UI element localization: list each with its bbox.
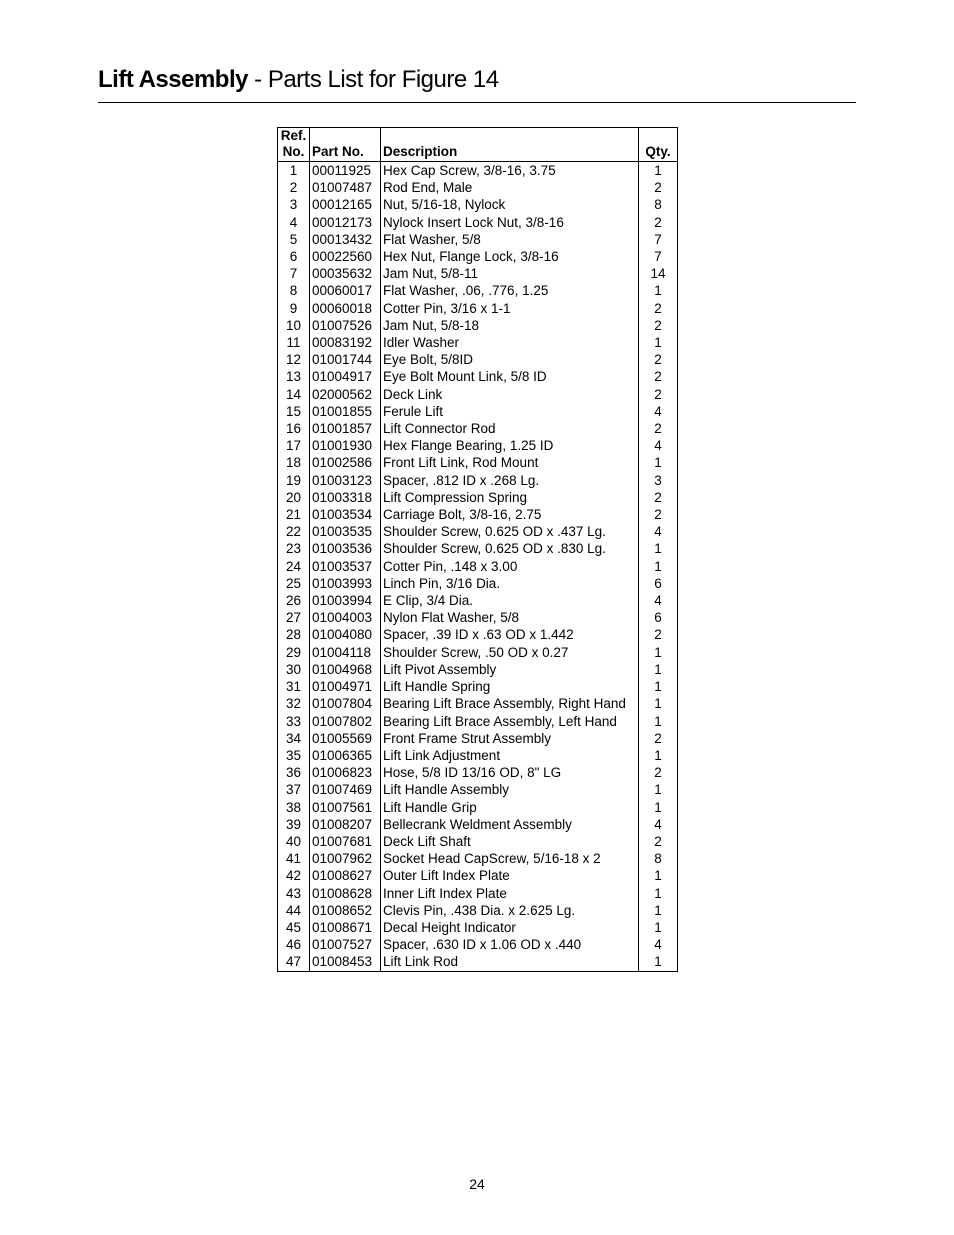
- qty-cell: 1: [654, 283, 662, 299]
- ref-no-cell: 16: [278, 420, 310, 437]
- description-cell: Outer Lift Index Plate: [381, 867, 639, 884]
- description-cell: Jam Nut, 5/8-18: [381, 317, 639, 334]
- description-cell: Nylon Flat Washer, 5/8: [381, 609, 639, 626]
- qty-cell: 1: [654, 558, 662, 574]
- description-cell: Lift Handle Spring: [381, 678, 639, 695]
- table-row: [278, 799, 678, 816]
- part-no-cell: 01003994: [310, 592, 381, 609]
- description-cell: Bearing Lift Brace Assembly, Left Hand: [381, 713, 639, 730]
- table-row: [278, 420, 678, 437]
- part-no-cell: 00022560: [310, 248, 381, 265]
- ref-no-cell: 39: [278, 816, 310, 833]
- part-no-cell: 01008453: [310, 953, 381, 971]
- qty-cell: 1: [654, 335, 662, 351]
- qty-cell: 1: [654, 868, 662, 884]
- part-no-cell: 00060017: [310, 282, 381, 299]
- table-row: [278, 730, 678, 747]
- qty-cell: 7: [654, 231, 662, 247]
- ref-no-cell: 32: [278, 695, 310, 712]
- qty-cell: 1: [654, 799, 662, 815]
- qty-cell: 1: [654, 541, 662, 557]
- description-cell: Cotter Pin, 3/16 x 1-1: [381, 300, 639, 317]
- table-row: [278, 678, 678, 695]
- part-no-cell: 01003537: [310, 558, 381, 575]
- qty-cell: 2: [654, 489, 662, 505]
- table-row: [278, 489, 678, 506]
- description-cell: Bearing Lift Brace Assembly, Right Hand: [381, 695, 639, 712]
- description-cell: Linch Pin, 3/16 Dia.: [381, 575, 639, 592]
- ref-no-cell: 5: [278, 231, 310, 248]
- description-cell: Clevis Pin, .438 Dia. x 2.625 Lg.: [381, 902, 639, 919]
- qty-cell: 1: [654, 696, 662, 712]
- ref-no-cell: 21: [278, 506, 310, 523]
- qty-cell: 4: [654, 403, 662, 419]
- ref-no-cell: 20: [278, 489, 310, 506]
- qty-cell: 2: [654, 214, 662, 230]
- part-no-cell: 01004971: [310, 678, 381, 695]
- table-row: [278, 575, 678, 592]
- ref-no-cell: 18: [278, 454, 310, 471]
- part-no-cell: 00013432: [310, 231, 381, 248]
- table-row: [278, 902, 678, 919]
- ref-no-cell: 9: [278, 300, 310, 317]
- qty-cell: 7: [654, 249, 662, 265]
- part-no-cell: 01007804: [310, 695, 381, 712]
- description-cell: Shoulder Screw, 0.625 OD x .830 Lg.: [381, 540, 639, 557]
- description-cell: Lift Handle Grip: [381, 799, 639, 816]
- description-cell: Front Frame Strut Assembly: [381, 730, 639, 747]
- ref-no-cell: 46: [278, 936, 310, 953]
- description-cell: Bellecrank Weldment Assembly: [381, 816, 639, 833]
- ref-no-cell: 15: [278, 403, 310, 420]
- part-no-cell: 01007469: [310, 781, 381, 798]
- qty-cell: 2: [654, 300, 662, 316]
- qty-cell: 3: [654, 472, 662, 488]
- qty-cell: 4: [654, 524, 662, 540]
- page-number: 24: [469, 1176, 485, 1192]
- part-no-cell: 01003123: [310, 472, 381, 489]
- table-row: [278, 540, 678, 557]
- ref-no-cell: 45: [278, 919, 310, 936]
- table-row: [278, 867, 678, 884]
- description-cell: Nylock Insert Lock Nut, 3/8-16: [381, 214, 639, 231]
- ref-no-cell: 35: [278, 747, 310, 764]
- part-no-cell: 01004917: [310, 368, 381, 385]
- description-cell: Hose, 5/8 ID 13/16 OD, 8" LG: [381, 764, 639, 781]
- table-row: [278, 644, 678, 661]
- table-row: [278, 695, 678, 712]
- qty-cell: 14: [650, 266, 666, 282]
- ref-no-cell: 41: [278, 850, 310, 867]
- page-title: [98, 66, 499, 94]
- table-row: [278, 472, 678, 489]
- ref-no-cell: 29: [278, 644, 310, 661]
- part-no-cell: 01007681: [310, 833, 381, 850]
- ref-no-cell: 42: [278, 867, 310, 884]
- ref-no-cell: 40: [278, 833, 310, 850]
- qty-cell: 8: [654, 851, 662, 867]
- table-row: [278, 196, 678, 213]
- qty-cell: 2: [654, 833, 662, 849]
- part-no-cell: 01008627: [310, 867, 381, 884]
- ref-no-cell: 36: [278, 764, 310, 781]
- part-no-cell: 01008671: [310, 919, 381, 936]
- table-row: [278, 936, 678, 953]
- qty-cell: 1: [654, 902, 662, 918]
- table-row: [278, 248, 678, 265]
- ref-no-cell: 1: [278, 162, 310, 180]
- ref-no-cell: 4: [278, 214, 310, 231]
- description-cell: Carriage Bolt, 3/8-16, 2.75: [381, 506, 639, 523]
- ref-no-cell: 34: [278, 730, 310, 747]
- description-cell: Nut, 5/16-18, Nylock: [381, 196, 639, 213]
- ref-no-cell: 2: [278, 179, 310, 196]
- description-cell: Hex Flange Bearing, 1.25 ID: [381, 437, 639, 454]
- table-row: [278, 661, 678, 678]
- part-no-cell: 01002586: [310, 454, 381, 471]
- ref-no-cell: 17: [278, 437, 310, 454]
- description-cell: Lift Handle Assembly: [381, 781, 639, 798]
- description-cell: Hex Nut, Flange Lock, 3/8-16: [381, 248, 639, 265]
- description-cell: Spacer, .630 ID x 1.06 OD x .440: [381, 936, 639, 953]
- part-no-cell: 01003534: [310, 506, 381, 523]
- part-no-cell: 00012165: [310, 196, 381, 213]
- part-no-cell: 01004118: [310, 644, 381, 661]
- table-row: [278, 282, 678, 299]
- qty-cell: 1: [654, 679, 662, 695]
- table-row: [278, 231, 678, 248]
- table-row: [278, 214, 678, 231]
- ref-no-cell: 44: [278, 902, 310, 919]
- description-cell: Socket Head CapScrew, 5/16-18 x 2: [381, 850, 639, 867]
- part-no-cell: 00083192: [310, 334, 381, 351]
- ref-no-cell: 6: [278, 248, 310, 265]
- table-row: [278, 919, 678, 936]
- ref-no-cell: 33: [278, 713, 310, 730]
- table-row: [278, 506, 678, 523]
- part-no-cell: 01007526: [310, 317, 381, 334]
- table-row: [278, 523, 678, 540]
- part-no-cell: 01007527: [310, 936, 381, 953]
- page-title-rest: - Parts List for Figure 14: [247, 66, 499, 93]
- table-row: [278, 179, 678, 196]
- qty-cell: 4: [654, 816, 662, 832]
- column-header-ref-no: [278, 128, 310, 162]
- part-no-cell: 01001744: [310, 351, 381, 368]
- ref-no-cell: 27: [278, 609, 310, 626]
- ref-no-cell: 25: [278, 575, 310, 592]
- part-no-cell: 01005569: [310, 730, 381, 747]
- table-row: [278, 437, 678, 454]
- ref-no-cell: 38: [278, 799, 310, 816]
- description-cell: Jam Nut, 5/8-11: [381, 265, 639, 282]
- qty-cell: 2: [654, 765, 662, 781]
- table-row: [278, 781, 678, 798]
- part-no-cell: 01003535: [310, 523, 381, 540]
- table-row: [278, 953, 678, 971]
- qty-cell: 6: [654, 575, 662, 591]
- part-no-cell: 01001855: [310, 403, 381, 420]
- parts-list-table: [277, 127, 678, 972]
- column-header-ref-line2: No.: [282, 144, 305, 159]
- ref-no-cell: 30: [278, 661, 310, 678]
- qty-cell: 1: [654, 661, 662, 677]
- part-no-cell: 01001857: [310, 420, 381, 437]
- qty-cell: 4: [654, 937, 662, 953]
- qty-cell: 2: [654, 317, 662, 333]
- qty-cell: 6: [654, 610, 662, 626]
- column-header-description: Description: [381, 128, 639, 162]
- table-row: [278, 265, 678, 282]
- qty-cell: 2: [654, 730, 662, 746]
- table-row: [278, 626, 678, 643]
- ref-no-cell: 28: [278, 626, 310, 643]
- qty-cell: 2: [654, 507, 662, 523]
- ref-no-cell: 22: [278, 523, 310, 540]
- qty-cell: 2: [654, 627, 662, 643]
- part-no-cell: 01007962: [310, 850, 381, 867]
- ref-no-cell: 7: [278, 265, 310, 282]
- part-no-cell: 01003318: [310, 489, 381, 506]
- qty-cell: 4: [654, 438, 662, 454]
- qty-cell: 1: [654, 782, 662, 798]
- qty-cell: 2: [654, 386, 662, 402]
- part-no-cell: 01007561: [310, 799, 381, 816]
- description-cell: Flat Washer, .06, .776, 1.25: [381, 282, 639, 299]
- ref-no-cell: 24: [278, 558, 310, 575]
- ref-no-cell: 43: [278, 885, 310, 902]
- ref-no-cell: 37: [278, 781, 310, 798]
- qty-cell: 2: [654, 180, 662, 196]
- table-row: [278, 454, 678, 471]
- qty-cell: 1: [654, 163, 662, 178]
- table-row: [278, 403, 678, 420]
- description-cell: Spacer, .812 ID x .268 Lg.: [381, 472, 639, 489]
- table-row: [278, 334, 678, 351]
- description-cell: Ferule Lift: [381, 403, 639, 420]
- ref-no-cell: 11: [278, 334, 310, 351]
- part-no-cell: 00060018: [310, 300, 381, 317]
- qty-cell: 1: [654, 885, 662, 901]
- ref-no-cell: 10: [278, 317, 310, 334]
- table-row: [278, 609, 678, 626]
- qty-cell: 1: [654, 747, 662, 763]
- description-cell: Lift Connector Rod: [381, 420, 639, 437]
- part-no-cell: 01008628: [310, 885, 381, 902]
- part-no-cell: 01008652: [310, 902, 381, 919]
- ref-no-cell: 14: [278, 386, 310, 403]
- ref-no-cell: 26: [278, 592, 310, 609]
- table-row: [278, 764, 678, 781]
- description-cell: Eye Bolt, 5/8ID: [381, 351, 639, 368]
- table-header-row: [278, 128, 678, 162]
- part-no-cell: 02000562: [310, 386, 381, 403]
- qty-cell: 1: [654, 954, 662, 970]
- qty-cell: 2: [654, 421, 662, 437]
- description-cell: Flat Washer, 5/8: [381, 231, 639, 248]
- description-cell: Deck Lift Shaft: [381, 833, 639, 850]
- parts-table-body: [278, 162, 678, 972]
- description-cell: Shoulder Screw, 0.625 OD x .437 Lg.: [381, 523, 639, 540]
- part-no-cell: 01001930: [310, 437, 381, 454]
- qty-cell: 4: [654, 593, 662, 609]
- description-cell: Hex Cap Screw, 3/8-16, 3.75: [381, 162, 639, 180]
- part-no-cell: 01008207: [310, 816, 381, 833]
- description-cell: Inner Lift Index Plate: [381, 885, 639, 902]
- table-row: [278, 386, 678, 403]
- ref-no-cell: 8: [278, 282, 310, 299]
- table-row: [278, 833, 678, 850]
- description-cell: Rod End, Male: [381, 179, 639, 196]
- ref-no-cell: 19: [278, 472, 310, 489]
- table-row: [278, 351, 678, 368]
- part-no-cell: 01004968: [310, 661, 381, 678]
- column-header-ref-line1: Ref.: [280, 128, 307, 143]
- table-row: [278, 368, 678, 385]
- title-divider: [98, 102, 856, 103]
- qty-cell: 1: [654, 713, 662, 729]
- qty-cell: 8: [654, 197, 662, 213]
- table-row: [278, 162, 678, 180]
- description-cell: Spacer, .39 ID x .63 OD x 1.442: [381, 626, 639, 643]
- part-no-cell: 01004003: [310, 609, 381, 626]
- part-no-cell: 00035632: [310, 265, 381, 282]
- part-no-cell: 00011925: [310, 162, 381, 180]
- table-row: [278, 713, 678, 730]
- table-row: [278, 816, 678, 833]
- ref-no-cell: 47: [278, 953, 310, 971]
- ref-no-cell: 31: [278, 678, 310, 695]
- part-no-cell: 01003536: [310, 540, 381, 557]
- description-cell: Eye Bolt Mount Link, 5/8 ID: [381, 368, 639, 385]
- part-no-cell: 01007802: [310, 713, 381, 730]
- table-row: [278, 317, 678, 334]
- qty-cell: 1: [654, 919, 662, 935]
- qty-cell: 2: [654, 352, 662, 368]
- description-cell: Idler Washer: [381, 334, 639, 351]
- table-row: [278, 747, 678, 764]
- description-cell: Decal Height Indicator: [381, 919, 639, 936]
- description-cell: E Clip, 3/4 Dia.: [381, 592, 639, 609]
- description-cell: Cotter Pin, .148 x 3.00: [381, 558, 639, 575]
- part-no-cell: 01004080: [310, 626, 381, 643]
- description-cell: Lift Link Adjustment: [381, 747, 639, 764]
- table-row: [278, 592, 678, 609]
- description-cell: Lift Link Rod: [381, 953, 639, 971]
- part-no-cell: 01006365: [310, 747, 381, 764]
- ref-no-cell: 23: [278, 540, 310, 557]
- table-row: [278, 850, 678, 867]
- description-cell: Lift Pivot Assembly: [381, 661, 639, 678]
- part-no-cell: 01007487: [310, 179, 381, 196]
- description-cell: Front Lift Link, Rod Mount: [381, 454, 639, 471]
- ref-no-cell: 12: [278, 351, 310, 368]
- page-title-bold: Lift Assembly: [98, 66, 248, 93]
- qty-cell: 1: [654, 644, 662, 660]
- part-no-cell: 01006823: [310, 764, 381, 781]
- table-row: [278, 558, 678, 575]
- column-header-qty: Qty.: [639, 128, 678, 162]
- description-cell: Lift Compression Spring: [381, 489, 639, 506]
- part-no-cell: 00012173: [310, 214, 381, 231]
- part-no-cell: 01003993: [310, 575, 381, 592]
- table-row: [278, 885, 678, 902]
- qty-cell: 2: [654, 369, 662, 385]
- column-header-part-no: Part No.: [310, 128, 381, 162]
- description-cell: Shoulder Screw, .50 OD x 0.27: [381, 644, 639, 661]
- ref-no-cell: 13: [278, 368, 310, 385]
- ref-no-cell: 3: [278, 196, 310, 213]
- table-row: [278, 300, 678, 317]
- description-cell: Deck Link: [381, 386, 639, 403]
- qty-cell: 1: [654, 455, 662, 471]
